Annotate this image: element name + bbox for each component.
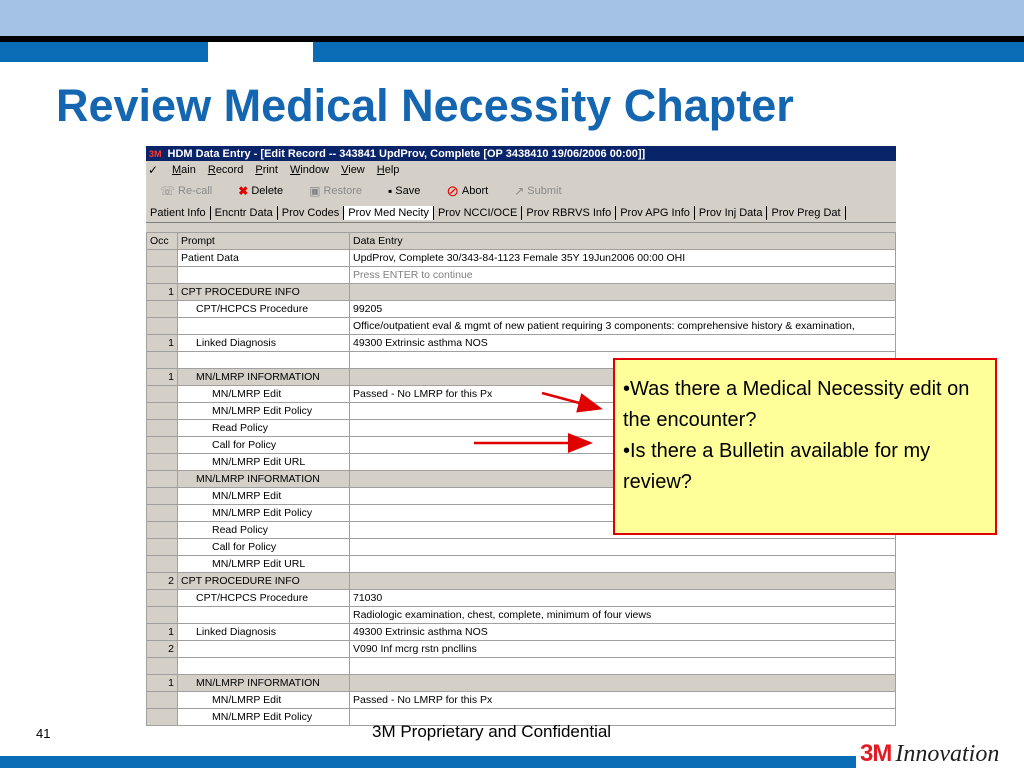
data-entry-cell[interactable]: 49300 Extrinsic asthma NOS xyxy=(350,624,896,641)
prompt-cell: MN/LMRP Edit xyxy=(178,692,350,709)
occ-cell: 1 xyxy=(147,369,178,386)
prompt-cell: CPT PROCEDURE INFO xyxy=(178,573,350,590)
occ-cell: 2 xyxy=(147,573,178,590)
restore-icon: ▣ xyxy=(309,184,321,198)
data-entry-cell[interactable]: UpdProv, Complete 30/343-84-1123 Female 35Y 19Jun2006 00:00 OHI xyxy=(350,250,896,267)
restore-label: Restore xyxy=(323,185,362,197)
abort-icon: ⊘ xyxy=(446,183,459,200)
prompt-cell: MN/LMRP INFORMATION xyxy=(178,471,350,488)
data-entry-cell[interactable]: 71030 xyxy=(350,590,896,607)
prompt-cell: CPT/HCPCS Procedure xyxy=(178,590,350,607)
callout-bullet: •Is there a Bulletin available for my review? xyxy=(623,440,931,493)
occ-cell: 1 xyxy=(147,675,178,692)
tab-prov-ncci-oce[interactable]: Prov NCCI/OCE xyxy=(434,206,522,220)
3m-logo: 3M xyxy=(860,740,892,767)
data-entry-cell[interactable]: V090 Inf mcrg rstn pncllins xyxy=(350,641,896,658)
save-icon: ▪ xyxy=(387,184,393,198)
tab-encntr-data[interactable]: Encntr Data xyxy=(211,206,278,220)
recall-icon: ☏ xyxy=(160,184,176,198)
app-logo-icon: 3M xyxy=(149,148,162,159)
brand-tagline: Innovation xyxy=(895,740,1000,767)
menu-record[interactable]: Record xyxy=(207,163,244,176)
tab-prov-med-necity[interactable]: Prov Med Necity xyxy=(344,206,434,220)
prompt-cell: MN/LMRP Edit xyxy=(178,488,350,505)
callout-bullet: •Was there a Medical Necessity edit on the encounter? xyxy=(623,378,970,431)
tab-prov-codes[interactable]: Prov Codes xyxy=(278,206,344,220)
data-entry-cell[interactable]: Radiologic examination, chest, complete, minimum of four views xyxy=(350,607,896,624)
prompt-cell: Call for Policy xyxy=(178,437,350,454)
tab-prov-rbrvs-info[interactable]: Prov RBRVS Info xyxy=(522,206,616,220)
prompt-cell: Linked Diagnosis xyxy=(178,624,350,641)
save-label: Save xyxy=(395,185,421,197)
submit-icon: ↗ xyxy=(514,184,525,198)
data-entry-cell[interactable]: Passed - No LMRP for this Px xyxy=(350,386,896,403)
tab-patient-info[interactable]: Patient Info xyxy=(146,206,211,220)
abort-label: Abort xyxy=(461,185,489,197)
prompt-cell: MN/LMRP Edit xyxy=(178,386,350,403)
menu-view[interactable]: View xyxy=(341,163,365,176)
brand-logo xyxy=(856,740,1024,768)
prompt-cell: MN/LMRP Edit Policy xyxy=(178,505,350,522)
data-entry-cell[interactable]: 49300 Extrinsic asthma NOS xyxy=(350,335,896,352)
prompt-cell: MN/LMRP Edit Policy xyxy=(178,709,350,726)
delete-icon: ✖ xyxy=(238,184,249,198)
menu-help[interactable]: Help xyxy=(376,163,400,176)
occ-cell: 2 xyxy=(147,641,178,658)
menu-window[interactable]: Window xyxy=(289,163,330,176)
menu-print[interactable]: Print xyxy=(255,163,278,176)
data-entry-cell[interactable]: 99205 xyxy=(350,301,896,318)
prompt-cell: CPT/HCPCS Procedure xyxy=(178,301,350,318)
occ-cell: 1 xyxy=(147,624,178,641)
prompt-cell: Read Policy xyxy=(178,522,350,539)
prompt-cell: MN/LMRP Edit Policy xyxy=(178,403,350,420)
column-header-occ: Occ xyxy=(147,233,178,250)
occ-cell: 1 xyxy=(147,284,178,301)
prompt-cell: MN/LMRP Edit URL xyxy=(178,556,350,573)
tab-prov-inj-data[interactable]: Prov Inj Data xyxy=(695,206,768,220)
prompt-cell: Patient Data xyxy=(178,250,350,267)
prompt-cell: MN/LMRP INFORMATION xyxy=(178,369,350,386)
footer-confidential: 3M Proprietary and Confidential xyxy=(372,722,612,741)
tab-prov-preg-dat[interactable]: Prov Preg Dat xyxy=(767,206,845,220)
data-entry-cell[interactable]: Press ENTER to continue xyxy=(350,267,896,284)
prompt-cell: Call for Policy xyxy=(178,539,350,556)
slide-title: Review Medical Necessity Chapter xyxy=(56,80,794,131)
menu-main[interactable]: Main xyxy=(172,163,196,176)
checkmark-icon[interactable]: ✓ xyxy=(148,162,159,177)
column-header-data-entry: Data Entry xyxy=(350,233,896,250)
window-title: HDM Data Entry - [Edit Record -- 343841 UpdProv, Complete [OP 3438410 19/06/2006 00:00]] xyxy=(167,147,646,160)
recall-label: Re-call xyxy=(178,185,213,197)
delete-label: Delete xyxy=(251,185,284,197)
page-number: 41 xyxy=(36,726,51,741)
prompt-cell: MN/LMRP Edit URL xyxy=(178,454,350,471)
prompt-cell: MN/LMRP INFORMATION xyxy=(178,675,350,692)
submit-label: Submit xyxy=(527,185,562,197)
data-entry-cell[interactable]: Passed - No LMRP for this Px xyxy=(350,692,896,709)
data-entry-cell[interactable]: Office/outpatient eval & mgmt of new patient requiring 3 components: comprehensive history & examination, xyxy=(350,318,896,335)
occ-cell: 1 xyxy=(147,335,178,352)
column-header-prompt: Prompt xyxy=(178,233,350,250)
arrow-to-mnlmrp-edit xyxy=(542,393,598,408)
prompt-cell: CPT PROCEDURE INFO xyxy=(178,284,350,301)
prompt-cell: Linked Diagnosis xyxy=(178,335,350,352)
tab-prov-apg-info[interactable]: Prov APG Info xyxy=(616,206,695,220)
prompt-cell: Read Policy xyxy=(178,420,350,437)
